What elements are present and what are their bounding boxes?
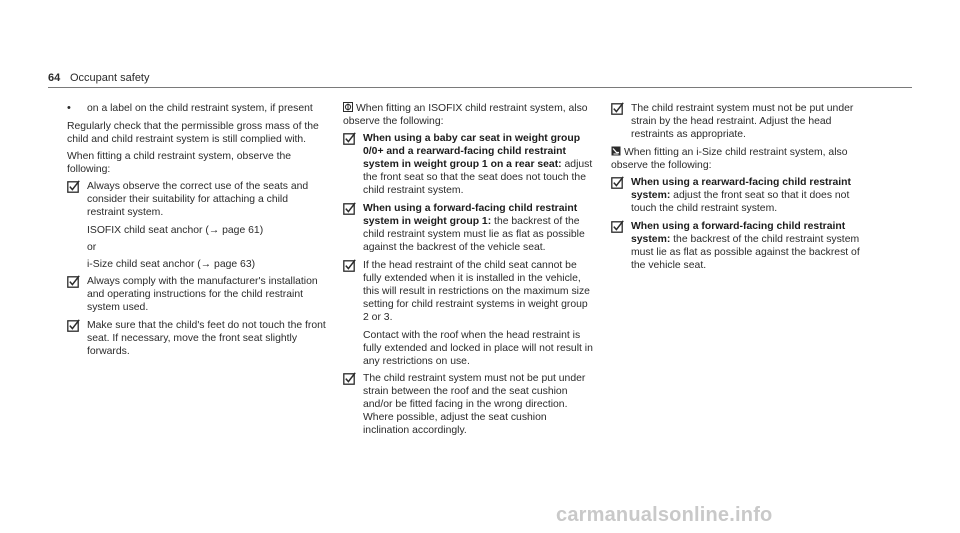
checklist-item [67,180,327,219]
checklist-text: Make sure that the child's feet do not touch the front seat. If necessary, move the front seat slightly forwards. [87,320,326,357]
checklist-text: The child restraint system must not be put under strain by the head restraint. Adjust the head restraints as appropriate. [631,103,854,140]
column-2 [343,102,595,442]
bullet-text: on a label on the child restraint system, if present [87,103,313,114]
header-divider [48,87,912,88]
checklist-item [611,220,867,272]
checklist-heading: When using a forward-facing child restraint system: [631,221,846,245]
checklist-text: adjust the front seat so that the seat does not touch the child restraint system. [363,159,593,196]
checklist-item [343,202,595,254]
isize-intro-text: When fitting an i-Size child restraint system, also observe the following: [611,147,848,171]
watermark: carmanualsonline.info [556,504,773,526]
bullet-item [67,102,327,115]
section-title: Occupant safety [70,72,150,84]
checkbox-icon [343,202,356,215]
or-text: or [87,242,97,253]
checkbox-icon [343,259,356,272]
column-3 [611,102,867,277]
checkbox-icon [67,180,80,193]
checkbox-icon [611,102,624,115]
checkbox-icon [611,220,624,233]
checklist-item [67,319,327,358]
isofix-icon [343,102,353,112]
checklist-item [343,259,595,324]
checkbox-icon [67,275,80,288]
checklist-text: adjust the front seat so that it does not touch the child restraint system. [631,190,850,214]
isize-intro [611,146,867,172]
paragraph-gross-mass: Regularly check that the permissible gross mass of the child and child restraint system is still complied with. [67,121,319,145]
checkbox-icon [343,132,356,145]
checklist-heading: When using a rearward-facing child restraint system: [631,177,851,201]
isize-icon [611,146,621,156]
checklist-text: Always observe the correct use of the seats and consider their suitability for attaching a child restraint system. [87,181,309,218]
checklist-item [611,102,867,141]
head-restraint-note: Contact with the roof when the head restraint is fully extended and locked in place will not result in any restrictions on use. [363,330,593,367]
checklist-text: Always comply with the manufacturer's installation and operating instructions for the child restraint system used. [87,276,318,313]
checklist-heading: When using a forward-facing child restraint system in weight group 1: [363,203,578,227]
isofix-reference-link[interactable]: ISOFIX child seat anchor (→ page 61) [87,225,264,236]
checklist-item [67,275,327,314]
checkbox-icon [343,372,356,385]
checklist-text: The child restraint system must not be put under strain between the roof and the seat cushion and/or be fitted facing in the wrong direction. Where possible, adjust the seat cushion inclination accordingly. [363,373,586,436]
page-number: 64 [48,72,61,84]
column-1 [67,102,327,363]
checkbox-icon [611,176,624,189]
checklist-text: the backrest of the child restraint system must lie as flat as possible against the backrest of the vehicle seat. [363,216,585,253]
checklist-item [343,132,595,197]
checklist-text: If the head restraint of the child seat cannot be fully extended when it is installed in the vehicle, this will result in restrictions on the maximum size setting for child restraint systems in weight group 2 or 3. [363,260,590,323]
checklist-item [611,176,867,215]
isofix-intro-text: When fitting an ISOFIX child restraint system, also observe the following: [343,103,588,127]
checkbox-icon [67,319,80,332]
checklist-heading: When using a baby car seat in weight group 0/0+ and a rearward-facing child restraint system in weight group 1 on a rear seat: [363,133,581,170]
paragraph-fitting-intro: When fitting a child restraint system, observe the following: [67,151,292,175]
checklist-text: the backrest of the child restraint system must lie as flat as possible against the backrest of the vehicle seat. [631,234,860,271]
isofix-intro [343,102,595,128]
page-header [48,72,912,88]
bullet-icon: • [67,102,71,114]
isize-reference-link[interactable]: i-Size child seat anchor (→ page 63) [87,259,256,270]
checklist-item [343,372,595,437]
